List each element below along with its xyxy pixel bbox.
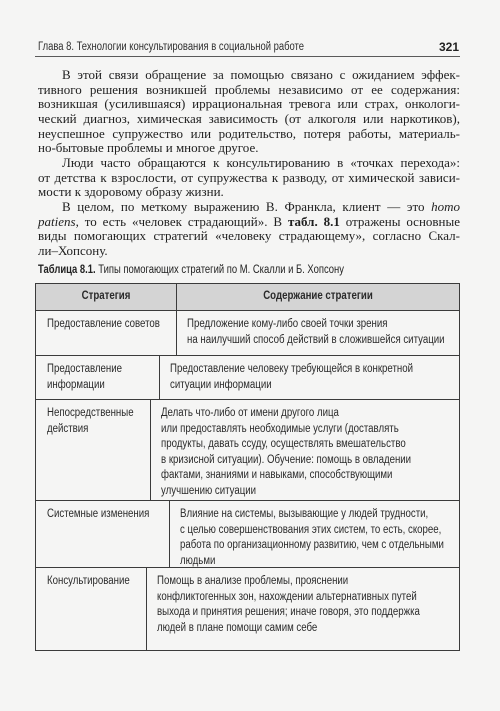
table-row (36, 567, 459, 650)
text-run: отражены основные (339, 213, 461, 229)
strategy-name-cell (36, 311, 177, 355)
paragraph (38, 156, 460, 200)
strategy-description-line: в кризисной ситуации). Обучение: помощь в овладении (161, 453, 412, 466)
paragraph-line: неуспешное супружество или родительство, потеря работы, материаль- (38, 125, 460, 141)
strategy-description-line: или предоставлять необходимые услуги (доставлять (161, 422, 400, 435)
strategy-name-cell (36, 356, 160, 399)
column-header-label: Стратегия (81, 290, 131, 302)
running-header-title: Глава 8. Технологии консультирования в социальной работе (38, 41, 305, 53)
strategy-description-line: Предложение кому-либо своей точки зрения (187, 318, 388, 330)
header-rule (35, 56, 460, 57)
italic-term: homo (431, 199, 460, 215)
paragraph-line: от детства к взрослости, от супружества к разводу, от химической зависи- (38, 169, 460, 185)
text-run: , то есть «человек страдающий». В (75, 213, 288, 229)
strategy-name-line: Консультирование (47, 575, 130, 587)
paragraph (38, 68, 460, 156)
column-header-label: Содержание стратегии (263, 290, 373, 302)
table-title: Типы помогающих стратегий по М. Скалли и Б. Хопсону (98, 264, 344, 276)
paragraph-line: ли–Хопсону. (38, 243, 108, 259)
table-row (36, 355, 459, 399)
table-row (36, 399, 459, 500)
column-header-strategy (36, 284, 177, 310)
strategy-name-line: информации (47, 378, 105, 391)
paragraph-line (38, 215, 460, 230)
strategy-description-line: Делать что-либо от имени другого лица (161, 407, 340, 419)
strategy-description-line: выхода и принятия решения; иначе говоря, это поддержка (156, 606, 420, 619)
strategy-description-cell (170, 501, 494, 567)
strategy-description-line: людей в плане помощи самим себе (156, 621, 317, 634)
paragraph-line: тивного решения возникшей проблемы независимо от ее содержания: (38, 81, 460, 97)
strategies-table (35, 283, 460, 651)
page-number: 321 (439, 40, 460, 54)
strategy-name-cell (36, 501, 170, 567)
table-header-row (36, 284, 459, 310)
strategy-description-line: на наилучший способ действий в сложившейся ситуации (187, 333, 445, 346)
paragraph-line: но-бытовые проблемы и многое другое. (38, 140, 259, 156)
paragraph-line: виды помогающих стратегий «человеку страдающему», согласно Скал- (38, 228, 460, 244)
strategy-name-cell (36, 568, 147, 650)
strategy-description-line: улучшению ситуации (161, 484, 257, 497)
strategy-name-line: Системные изменения (47, 508, 150, 520)
strategy-description-line: с целью совершенствования этих систем, то есть, скорее, (179, 523, 442, 536)
bold-table-reference: табл. 8.1 (287, 213, 340, 229)
strategy-name-line: Предоставление (47, 363, 123, 375)
strategy-description-cell (177, 311, 494, 355)
table-number: Таблица 8.1. (38, 264, 96, 276)
table-caption (38, 263, 344, 277)
column-header-content (177, 284, 459, 310)
strategy-description-line: Влияние на системы, вызывающие у людей трудности, (179, 508, 429, 520)
strategy-name-line: Непосредственные (47, 407, 134, 419)
paragraph-line (38, 200, 460, 215)
text-run: В целом, по меткому выражению В. Франкла, клиент — это (62, 199, 432, 215)
italic-term: patiens (38, 213, 76, 229)
strategy-name-line: действия (47, 422, 89, 435)
strategy-description-line: конфликтогенных зон, нахождении альтернативных путей (156, 590, 417, 603)
strategy-description-cell (147, 568, 470, 650)
strategy-description-cell (160, 356, 459, 399)
strategy-name-cell (36, 400, 151, 500)
strategy-description-line: Предоставление человеку требующейся в конкретной (169, 363, 413, 375)
paragraph-line: ческий диагноз, химическая зависимость (от алкоголя или наркотиков), (38, 111, 460, 127)
strategy-description-line: Помощь в анализе проблемы, прояснении (156, 575, 348, 587)
body-text (38, 68, 460, 259)
strategy-description-line: продукты, давать ссуду, осуществлять вмешательство (161, 438, 407, 451)
strategy-description-cell (151, 400, 459, 500)
paragraph-line: Люди часто обращаются к консультированию в «точках перехода»: (62, 155, 460, 171)
table-row (36, 500, 459, 567)
paragraph-line: мости к здоровому образу жизни. (38, 184, 224, 200)
paragraph-line: возникшая (усилившаяся) иррациональная тревога или страх, онкологи- (38, 96, 460, 112)
strategy-description-line: фактами, знаниями и навыками, способствующими (161, 469, 393, 482)
paragraph (38, 200, 460, 259)
table-row (36, 310, 459, 355)
strategy-description-line: работа по организационному развитию, чем с отдельными (179, 539, 444, 552)
paragraph-line: В этой связи обращение за помощью связано с ожиданием эффек- (62, 67, 460, 82)
strategy-description-line: ситуации информации (169, 378, 272, 391)
strategy-name-line: Предоставление советов (47, 318, 160, 330)
strategy-description-line: людьми (179, 554, 216, 567)
